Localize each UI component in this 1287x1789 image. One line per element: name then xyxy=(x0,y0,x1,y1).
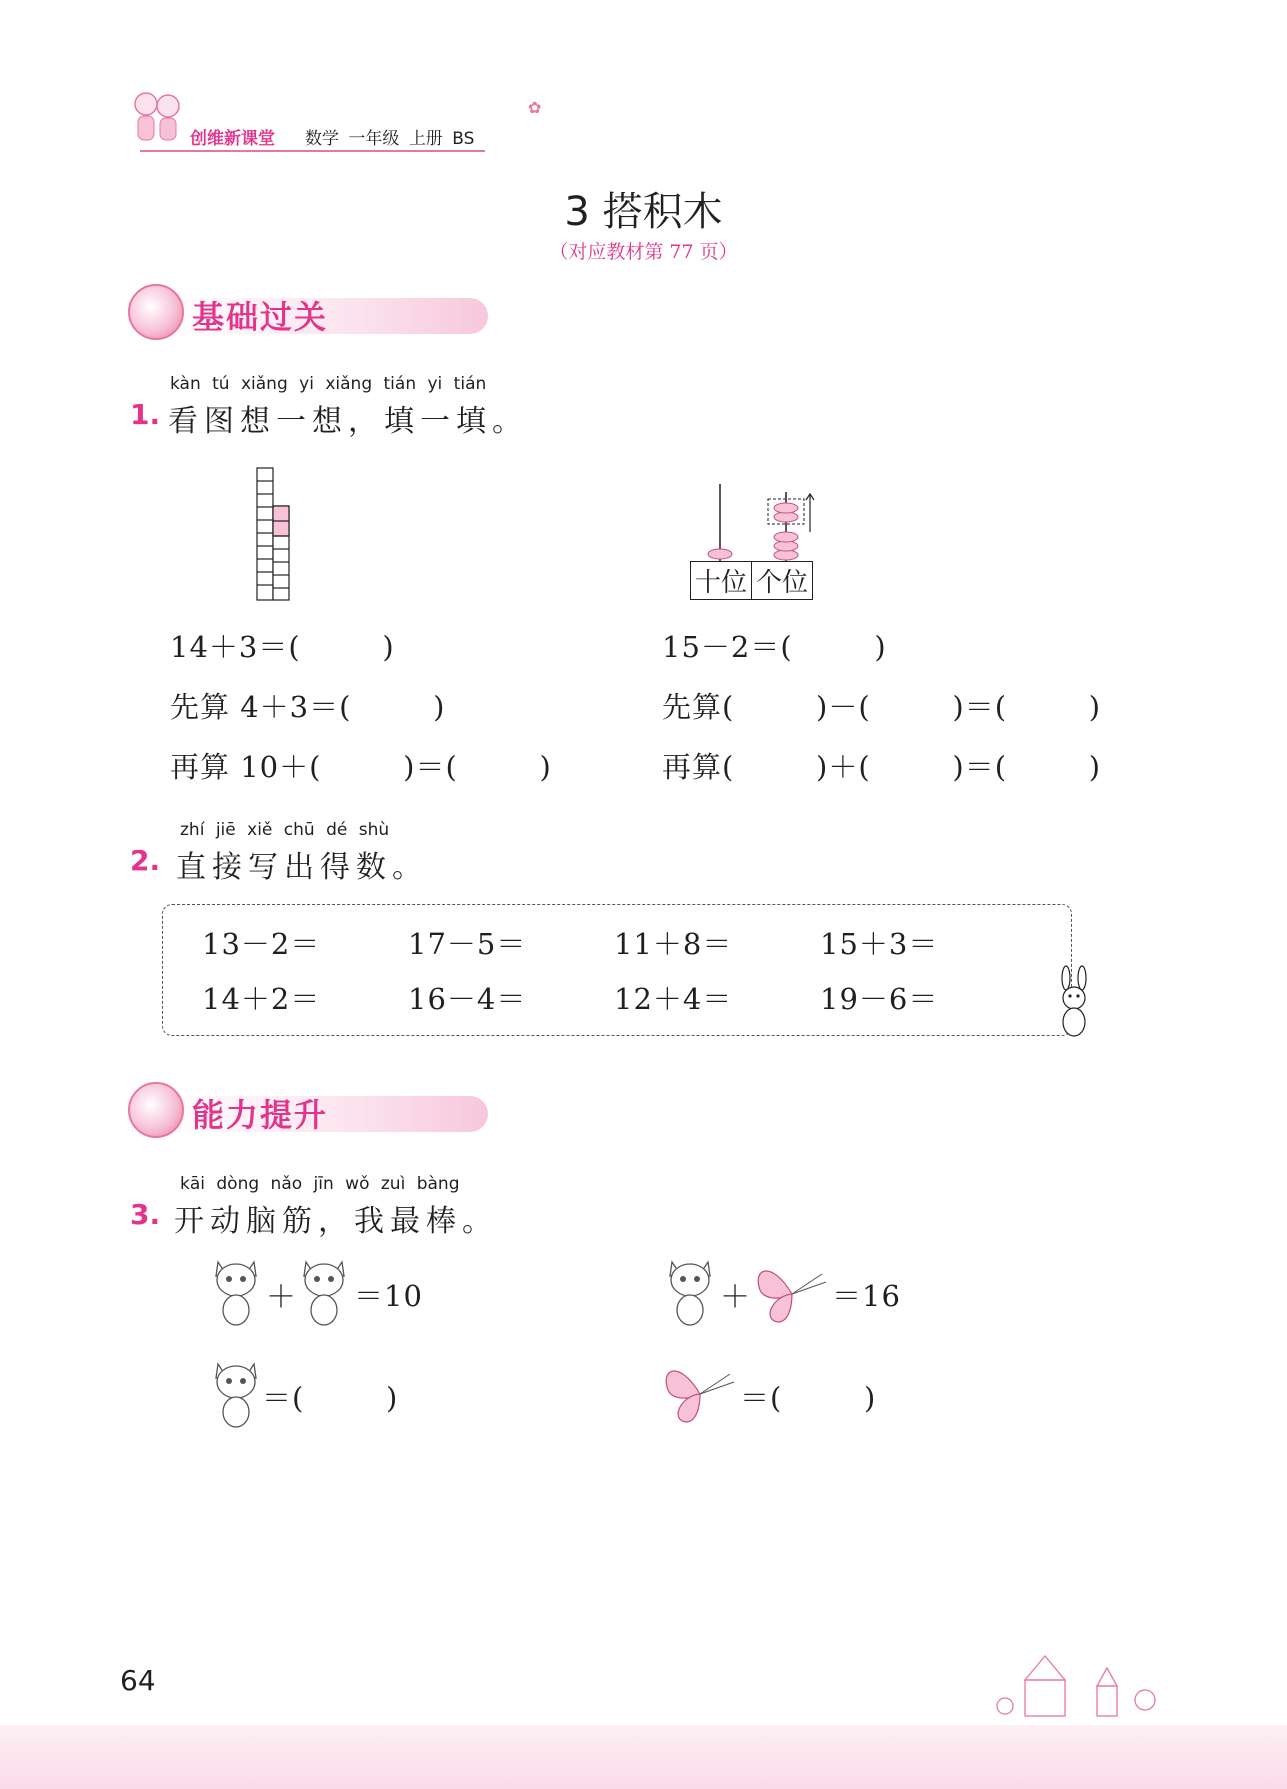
q3-text: 开动脑筋，我最棒。 xyxy=(174,1204,498,1239)
volume-label: 上册 xyxy=(408,129,443,149)
section-title-basic: 基础过关 xyxy=(192,298,329,336)
q1-right-line-1: 15－2＝( ) xyxy=(662,630,887,664)
grade-label: 一年级 xyxy=(348,129,400,149)
page-number: 64 xyxy=(120,1664,156,1697)
cat-icon xyxy=(298,1254,350,1332)
calc-item: 19－6＝ xyxy=(820,982,939,1016)
calc-item: 14＋2＝ xyxy=(202,982,321,1016)
tens-place-label: 十位 xyxy=(691,562,752,600)
q2-pinyin: zhí jiē xiě chū dé shù xyxy=(180,820,390,840)
brand-name: 创维新课堂 xyxy=(190,129,275,149)
header-mascot xyxy=(128,90,186,150)
calc-item: 16－4＝ xyxy=(408,982,527,1016)
q1-left-line-2: 先算 4＋3＝( ) xyxy=(170,690,446,724)
butterfly-icon xyxy=(752,1260,832,1330)
edition-label: BS xyxy=(452,129,475,149)
ones-place-label: 个位 xyxy=(752,562,813,600)
calc-item: 12＋4＝ xyxy=(614,982,733,1016)
q1-left-line-1: 14＋3＝( ) xyxy=(170,630,395,664)
q2-text: 直接写出得数。 xyxy=(176,850,428,885)
calc-item: 17－5＝ xyxy=(408,927,527,961)
calc-item: 11＋8＝ xyxy=(614,927,733,961)
cat-icon xyxy=(210,1254,262,1332)
page-subtitle: （对应教材第 77 页） xyxy=(549,241,738,263)
abacus-illustration xyxy=(690,482,820,566)
rabbit-icon xyxy=(1052,964,1096,1044)
q1-right-line-2: 先算( )－( )＝( ) xyxy=(662,690,1102,724)
q3-left-eq2: ＝( ) xyxy=(262,1381,399,1415)
castle-decoration-icon xyxy=(985,1650,1175,1722)
q1-pinyin: kàn tú xiǎng yi xiǎng tián yi tián xyxy=(170,374,487,394)
header-meta xyxy=(305,124,474,149)
page-title: 3 搭积木 xyxy=(564,189,723,235)
header-divider xyxy=(140,150,485,152)
section-title-advanced: 能力提升 xyxy=(192,1096,329,1134)
cat-icon xyxy=(664,1254,716,1332)
subject-label: 数学 xyxy=(305,129,339,149)
cat-icon xyxy=(210,1356,262,1434)
calc-item: 13－2＝ xyxy=(202,927,321,961)
footer-band xyxy=(0,1725,1287,1789)
plus-sign: ＋ xyxy=(266,1280,296,1315)
flower-icon: ✿ xyxy=(528,98,542,117)
section-banner-basic xyxy=(128,284,368,340)
q1-right-line-3: 再算( )＋( )＝( ) xyxy=(662,750,1102,784)
q2-number: 2. xyxy=(130,844,161,877)
q1-number: 1. xyxy=(130,398,161,431)
cube-tower-illustration xyxy=(255,466,295,606)
q3-pinyin: kāi dòng nǎo jīn wǒ zuì bàng xyxy=(180,1174,460,1194)
q3-left-eq1-result: ＝10 xyxy=(354,1279,423,1313)
q3-right-eq2: ＝( ) xyxy=(740,1381,877,1415)
calc-item: 15＋3＝ xyxy=(820,927,939,961)
plus-sign: ＋ xyxy=(720,1280,750,1315)
butterfly-icon xyxy=(660,1360,740,1430)
q3-right-eq1-result: ＝16 xyxy=(832,1279,901,1313)
banner-mascot-icon xyxy=(128,284,184,340)
section-banner-advanced xyxy=(128,1082,368,1138)
banner-mascot-icon xyxy=(128,1082,184,1138)
q1-text: 看图想一想，填一填。 xyxy=(168,404,528,439)
q1-left-line-3: 再算 10＋( )＝( ) xyxy=(170,750,552,784)
q3-number: 3. xyxy=(130,1198,161,1231)
place-value-table xyxy=(690,561,813,600)
